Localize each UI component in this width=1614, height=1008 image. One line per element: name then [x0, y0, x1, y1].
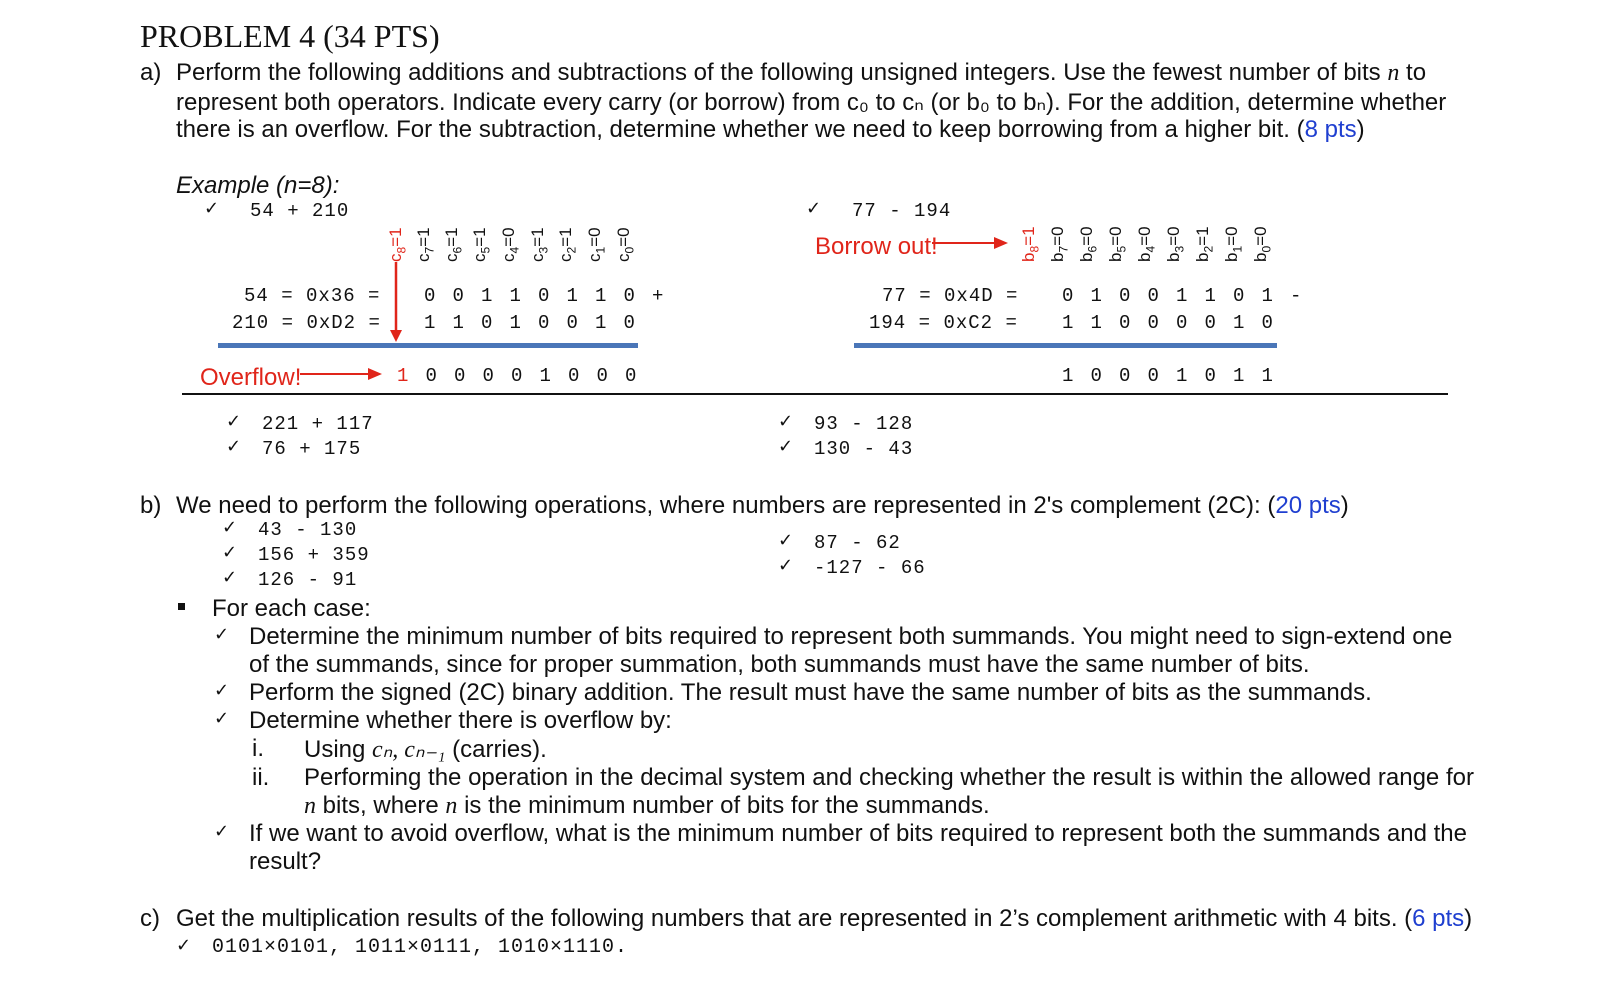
borrow-b5: $b_5=0$ [1106, 226, 1129, 262]
carry-c4: $c_4=0$ [499, 227, 522, 262]
part-a-points: 8 pts [1304, 116, 1357, 143]
part-c-close: ) [1464, 905, 1473, 932]
example-subtraction-op: 77 - 194 [852, 200, 952, 222]
bullet-icon [178, 603, 185, 610]
sub-diff-bar [854, 343, 1277, 348]
check-icon: ✓ [778, 436, 794, 457]
part-a-line3-text: there is an overflow. For the subtraction, determine whether we need to keep borrowing from a higher bit. ( [176, 116, 1305, 143]
var-n: n [1387, 60, 1400, 86]
carry-c8: $c_8=1$ [386, 227, 409, 262]
part-a-line1-end: to [1406, 59, 1427, 86]
part-b-label: b) [140, 492, 162, 519]
overflow-arrow-icon [300, 366, 384, 382]
example-label: Example (n=8): [176, 172, 340, 199]
carry-c0: $c_0=0$ [614, 227, 637, 262]
sub-ii-mid: bits, where [322, 792, 439, 819]
check-icon: ✓ [226, 411, 242, 432]
item2: Perform the signed (2C) binary addition. The result must have the same number of bits as the summands. [249, 679, 1372, 706]
exercise-b5: -127 - 66 [814, 557, 926, 579]
item4-line2: result? [249, 848, 322, 875]
check-icon: ✓ [778, 411, 794, 432]
check-icon: ✓ [176, 935, 192, 956]
sub-i-label: i. [252, 735, 264, 762]
sub-row1-bits: 0 1 0 0 1 1 0 1 - [1062, 285, 1303, 307]
part-c-label: c) [140, 905, 160, 932]
check-icon: ✓ [214, 680, 230, 701]
add-row2-label: 210 = 0xD2 = [232, 312, 381, 334]
item1-line2: of the summands, since for proper summation, both summands must have the same number of bits. [249, 651, 1310, 678]
divider [182, 393, 1448, 395]
sub-row2-label: 194 = 0xC2 = [869, 312, 1018, 334]
part-c-points: 6 pts [1412, 905, 1465, 932]
add-row1-bits: 0 0 1 1 0 1 1 0 + [424, 285, 665, 307]
add-row1-hex: 0x36 [306, 285, 356, 307]
part-a-line3 [176, 116, 1365, 144]
add-row2-hex: 0xD2 [306, 312, 357, 334]
check-icon: ✓ [222, 542, 238, 563]
var-n: n [304, 793, 316, 819]
sub-row2-hex: 0xC2 [943, 312, 994, 334]
item3: Determine whether there is overflow by: [249, 707, 672, 734]
carry-arrow-icon [388, 262, 404, 344]
add-row1-dec: 54 [244, 285, 269, 307]
part-a-line1 [176, 59, 1426, 87]
exercise-a1: 221 + 117 [262, 413, 374, 435]
part-b-intro-text: We need to perform the following operations, where numbers are represented in 2's complement (2C): ( [176, 492, 1276, 519]
part-c-ops: 0101×0101, 1011×0111, 1010×1110. [212, 936, 629, 959]
borrow-b2: $b_2=1$ [1193, 226, 1216, 262]
sub-row1-hex: 0x4D [944, 285, 994, 307]
borrow-b0: $b_0=0$ [1251, 226, 1274, 262]
check-icon: ✓ [806, 198, 822, 219]
borrow-b4: $b_4=0$ [1135, 226, 1158, 262]
borrow-b6: $b_6=0$ [1077, 226, 1100, 262]
page-title: PROBLEM 4 (34 PTS) [140, 18, 440, 54]
sub-row1-dec: 77 [882, 285, 907, 307]
part-a-label: a) [140, 59, 162, 86]
sub-ii-line2 [304, 792, 990, 820]
check-icon: ✓ [778, 555, 794, 576]
sub-i-math: cₙ, cₙ₋₁ [372, 737, 446, 763]
check-icon: ✓ [778, 530, 794, 551]
borrow-b8: $b_8=1$ [1019, 226, 1042, 262]
exercise-b2: 156 + 359 [258, 544, 370, 566]
check-icon: ✓ [204, 198, 220, 219]
sub-row1-label: 77 = 0x4D = [882, 285, 1019, 307]
part-a-close: ) [1356, 116, 1365, 143]
overflow-label: Overflow! [200, 364, 302, 391]
carry-c6: $c_6=1$ [442, 227, 465, 262]
add-row2-bits: 1 1 0 1 0 0 1 0 [424, 312, 636, 334]
for-each-case: For each case: [212, 595, 371, 622]
carry-c3: $c_3=1$ [528, 227, 551, 262]
sub-i [304, 735, 547, 764]
sub-i-pre: Using [304, 736, 366, 763]
check-icon: ✓ [214, 624, 230, 645]
exercise-a3: 93 - 128 [814, 413, 914, 435]
carry-c5: $c_5=1$ [470, 227, 493, 262]
exercise-a4: 130 - 43 [814, 438, 914, 460]
exercise-a2: 76 + 175 [262, 438, 362, 460]
item4-line1: If we want to avoid overflow, what is the minimum number of bits required to represent both the summands and the [249, 820, 1467, 847]
exercise-b4: 87 - 62 [814, 532, 901, 554]
add-sum-bar [218, 343, 638, 348]
sub-result-bits: 1 0 0 0 1 0 1 1 [1062, 365, 1274, 387]
exercise-b3: 126 - 91 [258, 569, 358, 591]
part-c-intro [176, 905, 1472, 933]
borrow-b1: $b_1=0$ [1222, 226, 1245, 262]
add-result-bits: 1 0 0 0 0 1 0 0 0 [397, 365, 638, 387]
sub-i-post: (carries). [452, 736, 547, 763]
borrow-arrow-icon [932, 235, 1012, 251]
carry-c2: $c_2=1$ [556, 227, 579, 262]
part-b-intro [176, 492, 1349, 520]
sub-ii-end: is the minimum number of bits for the summands. [464, 792, 990, 819]
check-icon: ✓ [226, 436, 242, 457]
sub-ii-label: ii. [252, 764, 270, 791]
part-c-intro-text: Get the multiplication results of the following numbers that are represented in 2’s complement arithmetic with 4 bits. ( [176, 905, 1413, 932]
add-row1-label: 54 = 0x36 = [244, 285, 381, 307]
sub-ii-line1: Performing the operation in the decimal system and checking whether the result is within the allowed range for [304, 764, 1474, 791]
carry-c1: $c_1=0$ [585, 227, 608, 262]
borrow-label: Borrow out! [815, 233, 938, 260]
borrow-b7: $b_7=0$ [1048, 226, 1071, 262]
example-addition-op: 54 + 210 [250, 200, 350, 222]
check-icon: ✓ [214, 708, 230, 729]
exercise-b1: 43 - 130 [258, 519, 358, 541]
part-b-close: ) [1340, 492, 1349, 519]
part-a-line1-text: Perform the following additions and subtractions of the following unsigned integers. Use the fewest number of bits [176, 59, 1381, 86]
part-a-line2: represent both operators. Indicate every carry (or borrow) from c₀ to cₙ (or b₀ to bₙ). For the addition, determine whether [176, 89, 1447, 116]
item1-line1: Determine the minimum number of bits required to represent both summands. You might need to sign-extend one [249, 623, 1453, 650]
add-row2-dec: 210 [232, 312, 270, 334]
borrow-b3: $b_3=0$ [1164, 226, 1187, 262]
check-icon: ✓ [214, 821, 230, 842]
check-icon: ✓ [222, 567, 238, 588]
check-icon: ✓ [222, 517, 238, 538]
sub-row2-dec: 194 [869, 312, 907, 334]
carry-c7: $c_7=1$ [414, 227, 437, 262]
part-b-points: 20 pts [1275, 492, 1341, 519]
sub-row2-bits: 1 1 0 0 0 0 1 0 [1062, 312, 1274, 334]
var-n: n [445, 793, 458, 819]
